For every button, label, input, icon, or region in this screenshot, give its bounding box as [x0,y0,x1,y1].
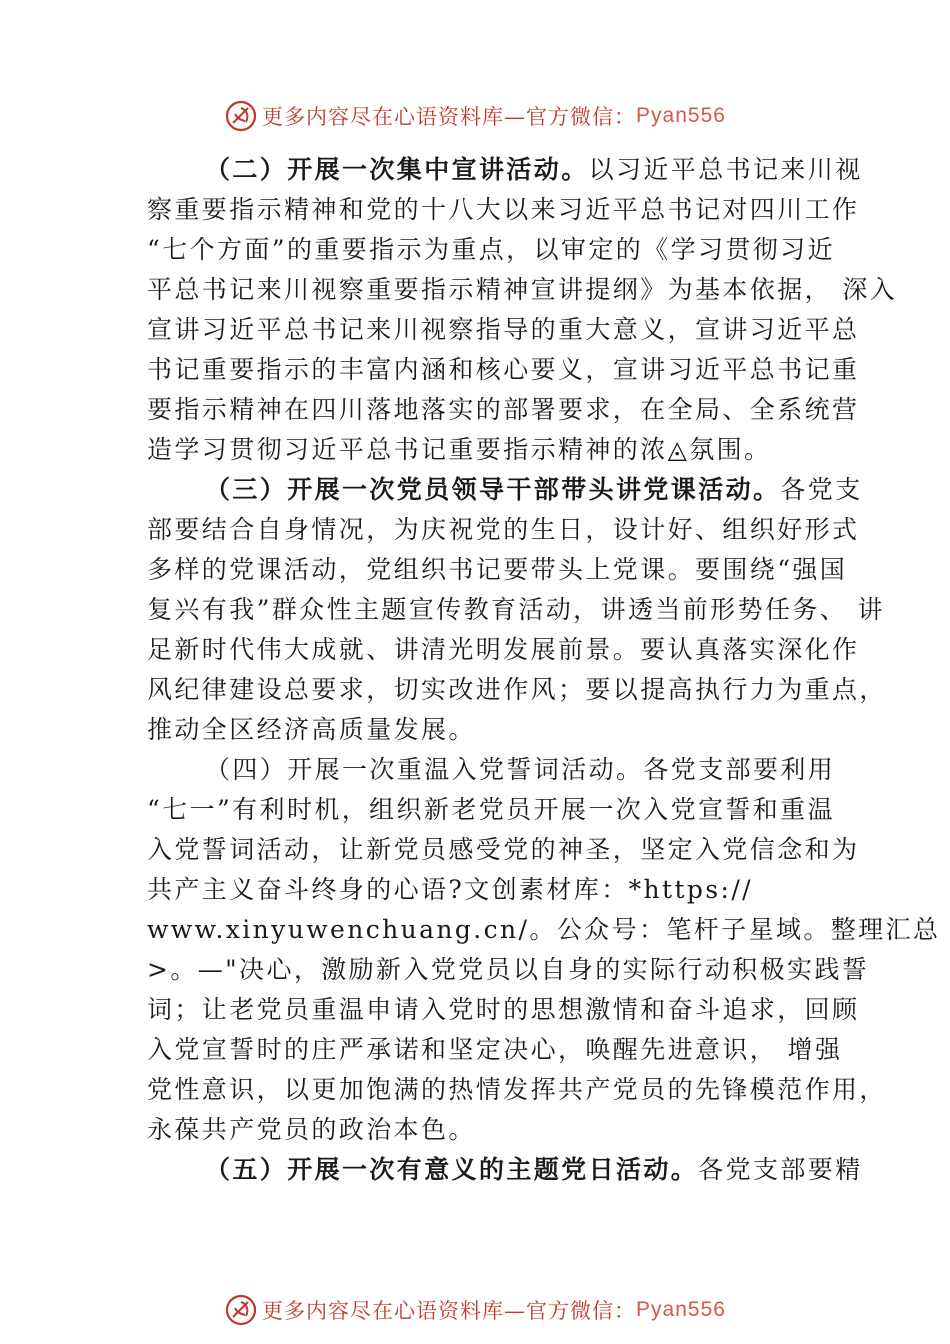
text-line [147,830,860,870]
section-heading: （五）开展一次有意义的主题党日活动。 [205,1155,699,1184]
text-line [147,1110,837,1150]
text-line [147,270,898,310]
line-text: 复兴有我”群众性主题宣传教育活动，讲透当前形势任务、 讲 [147,595,885,624]
line-text: 推动全区经济高质量发展。 [147,715,476,744]
text-line [147,870,837,910]
line-text: 风纪律建设总要求，切实改进作风；要以提高执行力为重点， [147,675,887,704]
logo-icon [224,99,258,133]
text-line [147,790,837,830]
line-text: 永葆共产党员的政治本色。 [147,1115,476,1144]
text-line [147,990,860,1030]
text-line [147,550,848,590]
line-text: 足新时代伟大成就、讲清光明发展前景。要认真落实深化作 [147,635,860,664]
text-line [147,510,860,550]
line-text: 各党支部要精 [698,1155,863,1184]
text-line [147,950,870,990]
line-text: 要指示精神在四川落地落实的部署要求，在全局、全系统营 [147,395,860,424]
text-line [147,670,887,710]
line-text: 党性意识，以更加饱满的热情发挥共产党员的先锋模范作用， [147,1075,887,1104]
section-heading: （三）开展一次党员领导干部带头讲党课活动。 [205,475,781,504]
text-line [147,910,941,950]
text-line [147,430,837,470]
text-line [147,150,863,190]
line-text: www.xinyuwenchuang.cn/。公众号：笔杆子星域。整理汇总 [147,915,941,944]
text-line [147,470,863,510]
line-text: 宣讲习近平总书记来川视察指导的重大意义，宣讲习近平总 [147,315,860,344]
line-text: >。—"决心，激励新入党党员以自身的实际行动积极实践誓 [147,955,870,984]
line-text: 各党支 [780,475,863,504]
banner-wechat-id: Pyan556 [636,104,726,127]
document-body [147,150,941,1190]
text-line [147,1070,887,1110]
line-text: 造学习贯彻习近平总书记重要指示精神的浓◬氛围。 [147,435,772,464]
logo-icon [224,1293,258,1327]
line-text: 多样的党课活动，党组织书记要带头上党课。要围绕“强国 [147,555,848,584]
line-text: 部要结合自身情况，为庆祝党的生日，设计好、组织好形式 [147,515,860,544]
line-text: “七一”有利时机，组织新老党员开展一次入党宣誓和重温 [147,795,835,824]
line-text: 书记重要指示的丰富内涵和核心要义，宣讲习近平总书记重 [147,355,860,384]
text-line [147,350,860,390]
text-line [147,390,860,430]
text-line [147,190,860,230]
line-text: 词；让老党员重温申请入党时的思想激情和奋斗追求，回顾 [147,995,860,1024]
line-text: 入党宣誓时的庄严承诺和坚定决心，唤醒先进意识， 增强 [147,1035,843,1064]
line-text: 入党誓词活动，让新党员感受党的神圣，坚定入党信念和为 [147,835,860,864]
banner-wechat-id: Pyan556 [636,1298,726,1321]
header-watermark-banner [0,96,950,136]
line-text: 共产主义奋斗终身的心语?文创素材库：*https:// [147,875,754,904]
text-line [147,590,885,630]
section-heading: （二）开展一次集中宣讲活动。 [205,155,589,184]
text-line [147,310,860,350]
footer-watermark-banner [0,1290,950,1330]
banner-text: 更多内容尽在心语资料库—官方微信： [262,105,637,129]
line-text: 察重要指示精神和党的十八大以来习近平总书记对四川工作 [147,195,860,224]
line-text: 以习近平总书记来川视 [588,155,863,184]
line-text: （四）开展一次重温入党誓词活动。各党支部要利用 [205,755,836,784]
text-line [147,1150,863,1190]
text-line [147,710,837,750]
text-line [147,630,860,670]
text-line [147,1030,843,1070]
line-text: “七个方面”的重要指示为重点，以审定的《学习贯彻习近 [147,235,835,264]
line-text: 平总书记来川视察重要指示精神宣讲提纲》为基本依据， 深入 [147,275,898,304]
text-line [147,750,837,790]
text-line [147,230,837,270]
banner-text: 更多内容尽在心语资料库—官方微信： [262,1299,637,1323]
